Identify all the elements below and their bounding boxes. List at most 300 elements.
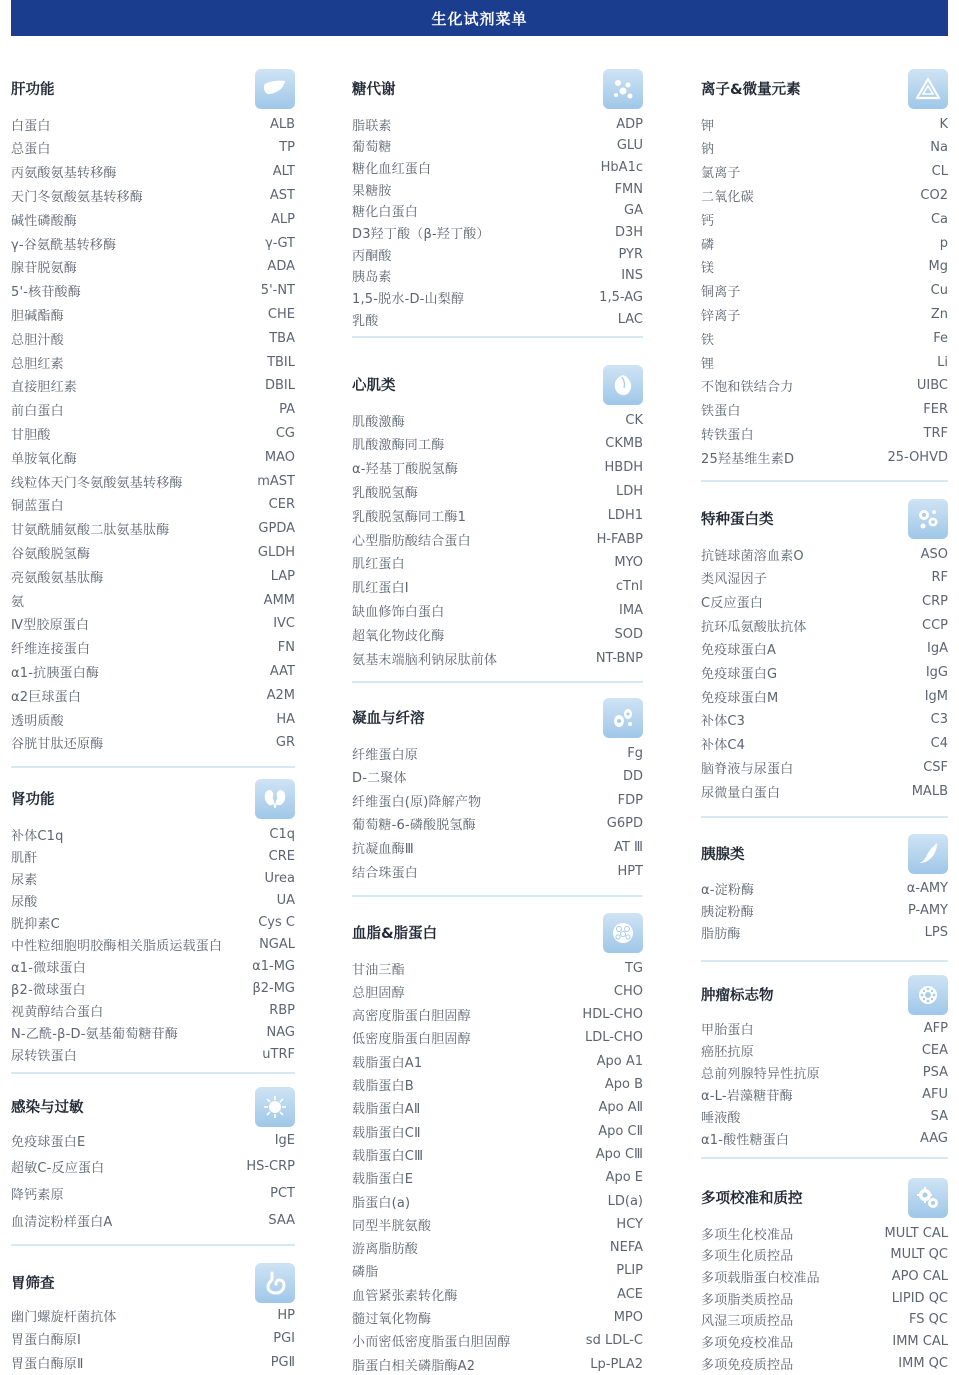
reagent-abbreviation: Mg [928,259,948,275]
reagent-name: 中性粒细胞明胶酶相关脂质运载蛋白 [11,938,223,954]
list-item [352,600,643,620]
reagent-name: 幽门螺旋杆菌抗体 [11,1309,117,1325]
list-item [701,1223,948,1243]
reagent-name: 载脂蛋白E [352,1172,414,1188]
list-item [701,1332,948,1352]
list-item [352,1028,643,1048]
reagent-abbreviation: CO2 [920,187,948,203]
reagent-name: 缺血修饰白蛋白 [352,604,445,620]
reagent-abbreviation: IMM CAL [892,1334,948,1349]
reagent-abbreviation: CER [268,497,295,513]
reagent-name: 血清淀粉样蛋白A [11,1214,113,1230]
triangle-icon [908,69,948,109]
reagent-name: 纤维连接蛋白 [11,642,91,658]
list-item [11,542,295,562]
reagent-abbreviation: SA [930,1108,948,1124]
reagent-abbreviation: NGAL [259,936,295,952]
reagent-abbreviation: INS [621,268,643,284]
reagent-name: 线粒体天门冬氨酸氨基转移酶 [11,475,183,491]
reagent-abbreviation: K [939,116,948,132]
list-item [352,553,643,573]
list-item [701,1128,948,1148]
reagent-abbreviation: 5'-NT [260,283,295,299]
list-item [11,1157,295,1177]
list-item [701,162,948,182]
reagent-abbreviation: A2M [266,687,295,703]
reagent-abbreviation: AAG [920,1130,948,1146]
reagent-name: 纤维蛋白(原)降解产物 [352,794,482,810]
list-item [11,447,295,467]
reagent-abbreviation: MULT CAL [884,1225,948,1241]
reagent-abbreviation: CK [625,412,643,428]
reagent-name: 胃蛋白酶原Ⅱ [11,1356,84,1372]
list-item [701,1084,948,1104]
list-item [11,733,295,753]
reagent-abbreviation: UIBC [916,378,948,394]
reagent-name: 锌离子 [701,308,741,324]
reagent-name: 铁 [701,332,715,348]
reagent-abbreviation: uTRF [262,1046,295,1062]
reagent-name: 钾 [701,118,715,134]
list-item [11,400,295,420]
reagent-abbreviation: CSF [923,759,948,775]
reagent-name: 透明质酸 [11,713,64,729]
reagent-name: 谷氨酸脱氢酶 [11,546,91,562]
reagent-abbreviation: UA [276,892,295,908]
list-item [701,352,948,372]
reagent-name: 降钙素原 [11,1187,64,1203]
reagent-abbreviation: GR [275,735,295,751]
reagent-abbreviation: CG [275,425,295,441]
list-item [701,114,948,134]
list-item [352,981,643,1001]
reagent-name: 载脂蛋白AⅡ [352,1102,421,1118]
reagent-abbreviation: LDL-CHO [584,1030,643,1046]
reagent-name: 镁 [701,261,715,277]
list-item [352,481,643,501]
list-item [701,209,948,229]
reagent-name: 不饱和铁结合力 [701,380,794,396]
list-item [11,304,295,324]
reagent-abbreviation: 25-OHVD [887,449,948,465]
list-item [352,624,643,644]
reagent-abbreviation: p [939,235,948,251]
reagent-name: α-L-岩藻糖苷酶 [701,1088,793,1104]
reagent-abbreviation: Lp-PLA2 [590,1356,643,1372]
reagent-abbreviation: AFU [922,1086,948,1102]
reagent-abbreviation: AT Ⅲ [614,839,643,855]
reagent-abbreviation: AMM [263,592,295,608]
list-item [701,591,948,611]
section-title: 离子&微量元素 [701,82,801,98]
list-item [11,912,295,932]
reagent-name: 总胆红素 [11,356,64,372]
section-divider [11,1244,295,1246]
virus-icon [255,1087,295,1127]
reagent-name: γ-谷氨酰基转移酶 [11,237,117,253]
list-item [352,1308,643,1328]
reagent-abbreviation: IVC [273,616,295,632]
list-item [701,1288,948,1308]
list-item [352,648,643,668]
reagent-name: 谷胱甘肽还原酶 [11,737,104,753]
reagent-abbreviation: Apo AⅡ [598,1100,643,1116]
reagent-name: 氨基末端脑利钠尿肽前体 [352,652,498,668]
reagent-name: 风湿三项质控品 [701,1314,794,1330]
list-item [352,814,643,834]
column-2 [352,0,643,1375]
reagent-name: 25羟基维生素D [701,451,795,467]
list-item [352,244,643,264]
reagent-abbreviation: HBDH [604,460,643,476]
reagent-abbreviation: FDP [617,792,643,808]
list-item [352,577,643,597]
reagent-name: 多项免疫校准品 [701,1336,794,1351]
reagent-name: 高密度脂蛋白胆固醇 [352,1009,471,1025]
reagent-name: α1-抗胰蛋白酶 [11,665,100,681]
reagent-name: 多项生化校准品 [701,1227,794,1243]
list-item [352,309,643,329]
section-divider [352,681,643,683]
list-item [11,978,295,998]
list-item [11,846,295,866]
list-item [352,1214,643,1234]
reagent-abbreviation: 1,5-AG [599,290,643,306]
reagent-name: 肌酸激酶 [352,414,405,430]
reagent-abbreviation: LAC [617,311,643,327]
reagent-abbreviation: MPO [613,1310,643,1325]
list-item [701,710,948,730]
list-item [11,162,295,182]
reagent-abbreviation: HbA1c [600,159,643,175]
reagent-abbreviation: Urea [264,870,295,886]
reagent-abbreviation: LAP [270,568,295,584]
reagent-name: 类风湿因子 [701,572,768,588]
list-item [11,934,295,954]
reagent-name: 补体C1q [11,828,64,844]
list-item [352,767,643,787]
reagent-abbreviation: HP [277,1307,295,1323]
reagent-name: 乳酸脱氢酶 [352,485,419,501]
section-divider [701,1157,948,1159]
reagent-abbreviation: LDH [615,483,643,499]
list-item [11,138,295,158]
reagent-name: 磷 [701,237,715,253]
list-item [11,423,295,443]
list-item [11,614,295,634]
reagent-abbreviation: Ca [930,211,948,227]
reagent-abbreviation: CEA [921,1042,948,1058]
reagent-abbreviation: HDL-CHO [582,1007,643,1023]
list-item [11,185,295,205]
list-item [701,233,948,253]
reagent-abbreviation: HPT [617,863,643,879]
reagent-abbreviation: AST [269,187,295,203]
reagent-name: 糖化白蛋白 [352,205,419,221]
reagent-abbreviation: GLDH [257,544,295,560]
list-item [11,209,295,229]
list-item [701,376,948,396]
list-item [701,1018,948,1038]
list-item [11,824,295,844]
gears-icon [908,1178,948,1218]
reagent-name: 肌红蛋白 [352,557,405,573]
reagent-abbreviation: RF [931,570,948,586]
section-divider [701,480,948,482]
reagent-abbreviation: NT-BNP [595,650,643,666]
list-item [352,1075,643,1095]
list-item [11,519,295,539]
list-item [11,638,295,658]
reagent-name: 免疫球蛋白E [11,1134,86,1150]
reagent-abbreviation: Na [930,140,948,156]
list-item [701,304,948,324]
list-item [701,423,948,443]
reagent-name: 总前列腺特异性抗原 [701,1066,820,1082]
reagent-name: 载脂蛋白CⅢ [352,1148,424,1164]
reagent-name: α-羟基丁酸脱氢酶 [352,462,459,478]
reagent-abbreviation: MALB [911,783,948,799]
list-item [701,878,948,898]
list-item [352,529,643,549]
reagent-abbreviation: PCT [270,1185,295,1201]
list-item [11,890,295,910]
section-divider [701,816,948,818]
list-item [11,1210,295,1230]
reagent-name: 亮氨酸氨基肽酶 [11,570,104,586]
reagent-name: 碱性磷酸酶 [11,213,78,229]
section-divider [11,766,295,768]
reagent-abbreviation: C4 [930,736,948,752]
list-item [352,266,643,286]
reagent-abbreviation: FS QC [909,1312,948,1328]
reagent-name: 抗环瓜氨酸肽抗体 [701,619,807,635]
reagent-name: 甘氨酰脯氨酸二肽氨基肽酶 [11,523,170,539]
reagent-abbreviation: Li [937,354,948,370]
reagent-name: 钠 [701,142,715,158]
reagent-abbreviation: TBA [269,330,295,346]
list-item [11,661,295,681]
reagent-abbreviation: CKMB [605,436,643,452]
list-item [11,352,295,372]
list-item [352,223,643,243]
reagent-name: 抗链球菌溶血素O [701,548,804,564]
list-item [352,790,643,810]
list-item [352,861,643,881]
reagent-name: 结合珠蛋白 [352,865,419,881]
reagent-abbreviation: PSA [922,1064,948,1080]
list-item [701,615,948,635]
reagent-name: 5'-核苷酸酶 [11,285,81,301]
section-title: 胰腺类 [701,847,745,863]
reagent-name: 免疫球蛋白A [701,643,777,659]
reagent-abbreviation: CCP [922,617,948,633]
list-item [701,138,948,158]
reagent-abbreviation: PGⅠ [273,1331,295,1346]
kidney-icon [255,779,295,819]
reagent-abbreviation: GA [624,203,643,219]
reagent-abbreviation: HA [276,711,295,727]
list-item [11,685,295,705]
reagent-abbreviation: α-AMY [906,880,948,896]
section-divider [701,960,948,962]
reagent-name: 铜离子 [701,285,741,301]
reagent-name: 乳酸脱氢酶同工酶1 [352,509,467,525]
reagent-name: 多项免疫质控品 [701,1357,794,1373]
list-item [352,179,643,199]
reagent-name: 癌胚抗原 [701,1044,754,1060]
reagent-name: 甲胎蛋白 [701,1022,754,1038]
list-item [11,868,295,888]
blood-cell-icon [603,698,643,738]
reagent-abbreviation: C1q [269,826,295,842]
list-item [11,590,295,610]
list-item [352,837,643,857]
reagent-abbreviation: mAST [257,473,295,489]
list-item [352,1191,643,1211]
list-item [701,185,948,205]
list-item [352,743,643,763]
list-item [701,639,948,659]
reagent-abbreviation: β2-MG [252,980,295,996]
reagent-name: 肌酐 [11,850,38,866]
list-item [352,958,643,978]
reagent-abbreviation: CHE [267,306,295,322]
reagent-abbreviation: Cu [930,283,948,299]
reagent-abbreviation: LD(a) [607,1193,643,1209]
reagent-name: Ⅳ型胶原蛋白 [11,618,90,634]
reagent-name: 葡萄糖-6-磷酸脱氢酶 [352,818,476,834]
reagent-name: 胆碱酯酶 [11,308,64,324]
reagent-name: 总胆固醇 [352,985,405,1001]
reagent-abbreviation: FN [277,640,295,656]
list-item [11,566,295,586]
list-item [701,1106,948,1126]
molecule-icon [603,69,643,109]
reagent-abbreviation: Zn [930,306,948,322]
reagent-name: 单胺氧化酶 [11,451,78,467]
reagent-abbreviation: MAO [264,449,295,465]
reagent-name: 锂 [701,356,715,372]
reagent-name: 免疫球蛋白G [701,667,778,682]
reagent-name: 丙氨酸氨基转移酶 [11,166,117,182]
reagent-name: 超氧化物歧化酶 [352,628,445,644]
list-item [11,471,295,491]
reagent-name: 低密度脂蛋白胆固醇 [352,1032,471,1048]
reagent-name: 超敏C-反应蛋白 [11,1161,105,1177]
reagent-abbreviation: TRF [923,425,948,441]
reagent-name: 脑脊液与尿蛋白 [701,761,794,777]
reagent-name: 葡萄糖 [352,140,392,156]
reagent-abbreviation: α1-MG [252,958,295,974]
list-item [352,410,643,430]
reagent-name: N-乙酰-β-D-氨基葡萄糖苷酶 [11,1026,178,1042]
reagent-abbreviation: Cys C [258,914,295,930]
list-item [352,157,643,177]
reagent-abbreviation: C3 [930,712,948,728]
reagent-abbreviation: MYO [614,555,643,571]
reagent-name: 多项载脂蛋白校准品 [701,1270,820,1286]
reagent-abbreviation: Apo E [605,1170,643,1186]
list-item [701,281,948,301]
reagent-abbreviation: ALT [272,164,295,180]
reagent-name: C反应蛋白 [701,595,764,611]
section-divider [352,336,643,338]
list-item [352,1005,643,1025]
reagent-abbreviation: IMM QC [898,1355,948,1371]
list-item [11,233,295,253]
reagent-name: 脂肪酶 [701,926,741,942]
reagent-name: 载脂蛋白A1 [352,1055,423,1071]
column-1 [11,0,295,1375]
list-item [352,1168,643,1188]
tumor-icon [908,975,948,1015]
section-title: 胃筛查 [11,1276,55,1292]
list-item [701,257,948,277]
reagent-abbreviation: NAG [266,1024,295,1040]
reagent-name: 尿酸 [11,894,38,910]
reagent-name: 果糖胺 [352,183,392,199]
reagent-abbreviation: ALB [269,116,295,132]
reagent-name: 脂联素 [352,118,392,134]
reagent-name: 转铁蛋白 [701,427,754,443]
list-item [11,1329,295,1349]
reagent-name: 前白蛋白 [11,404,64,420]
section-title: 特种蛋白类 [701,512,774,528]
reagent-abbreviation: PGⅡ [270,1354,295,1370]
reagent-abbreviation: DD [622,769,643,785]
list-item [701,568,948,588]
liver-icon [255,69,295,109]
section-title: 心肌类 [352,378,396,394]
reagent-abbreviation: Apo CⅡ [598,1123,643,1139]
list-item [352,1098,643,1118]
list-item [701,544,948,564]
reagent-abbreviation: P-AMY [907,902,948,918]
reagent-name: 白蛋白 [11,118,51,134]
reagent-abbreviation: IMA [619,602,643,618]
reagent-abbreviation: D3H [614,225,643,240]
list-item [11,114,295,134]
list-item [352,458,643,478]
reagent-name: 胰淀粉酶 [701,904,754,920]
reagent-name: 多项生化质控品 [701,1249,794,1265]
reagent-name: 氯离子 [701,166,741,182]
column-3 [701,0,948,1375]
reagent-name: 肌红蛋白I [352,581,409,597]
reagent-name: 胃蛋白酶原Ⅰ [11,1333,82,1348]
reagent-name: 胰岛素 [352,270,392,286]
reagent-abbreviation: AFP [923,1020,948,1036]
reagent-name: 心型脂肪酸结合蛋白 [352,533,471,549]
list-item [11,257,295,277]
reagent-abbreviation: H-FABP [596,531,643,547]
reagent-abbreviation: GLU [616,138,643,154]
page-title: 生化试剂菜单 [431,9,528,28]
reagent-abbreviation: GPDA [258,521,295,537]
reagent-abbreviation: TP [279,140,295,156]
reagent-name: 尿微量白蛋白 [701,785,781,801]
reagent-abbreviation: SAA [268,1212,295,1228]
reagent-name: 尿转铁蛋白 [11,1048,78,1064]
reagent-name: 抗凝血酶Ⅲ [352,841,414,857]
reagent-name: α-淀粉酶 [701,882,755,898]
reagent-name: 免疫球蛋白M [701,690,779,706]
list-item [352,1284,643,1304]
list-item [701,1245,948,1265]
list-item [11,1044,295,1064]
list-item [701,1040,948,1060]
